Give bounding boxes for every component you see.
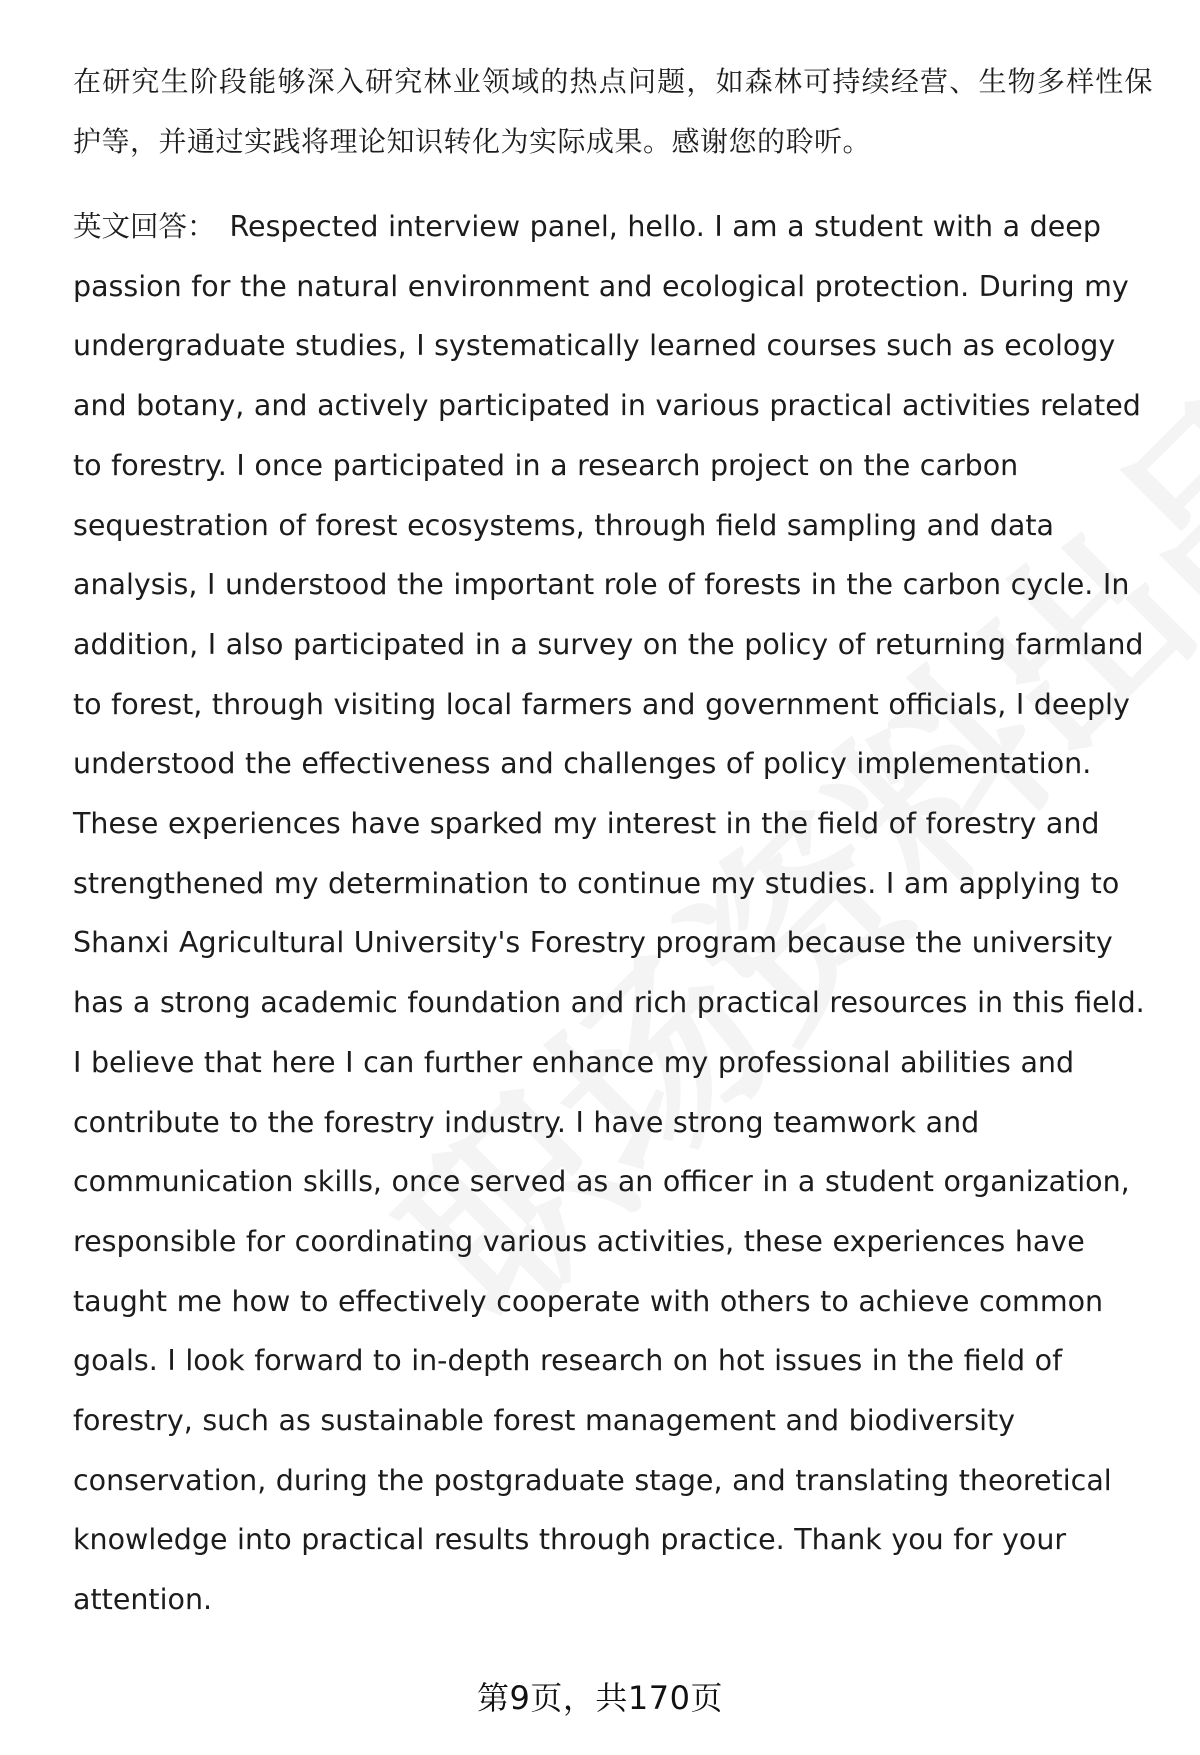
english-answer-text: Respected interview panel, hello. I am a student with a deep passion for the natural environment and ecological protection. During my undergraduate studies, I systematically learned courses such as ecology and botany, and actively participated in various practical activities related to forestry. I once participated in a research project on the carbon sequestration of forest ecosystems, through field sampling and data analysis, I understood the important role of forests in the carbon cycle. In addition, I also participated in a survey on the policy of returning farmland to forest, through visiting local farmers and government officials, I deeply understood the effectiveness and challenges of policy implementation. These experiences have sparked my interest in the field of forestry and strengthened my determination to continue my studies. I am applying to Shanxi Agricultural University's Forestry program because the university has a strong academic foundation and rich practical resources in this field. I believe that here I can further enhance my professional abilities and contribute to the forestry industry. I have strong teamwork and communication skills, once served as an officer in a student organization, responsible for coordinating various activities, these experiences have taught me how to effectively cooperate with others to achieve common goals. I look forward to in-depth research on hot issues in the field of forestry, such as sustainable forest management and biodiversity conservation, during the postgraduate stage, and translating theoretical knowledge into practical results through practice. Thank you for your attention. <box>73 210 1145 1617</box>
english-answer-label: 英文回答： <box>73 210 216 243</box>
chinese-answer-continuation: 在研究生阶段能够深入研究林业领域的热点问题，如森林可持续经营、生物多样性保护等，并通过实践将理论知识转化为实际成果。感谢您的聆听。 <box>73 65 1153 158</box>
english-answer-paragraph <box>73 197 1153 1630</box>
page-number-footer: 第9页，共170页 <box>477 1679 723 1717</box>
document-body <box>73 52 1153 1630</box>
